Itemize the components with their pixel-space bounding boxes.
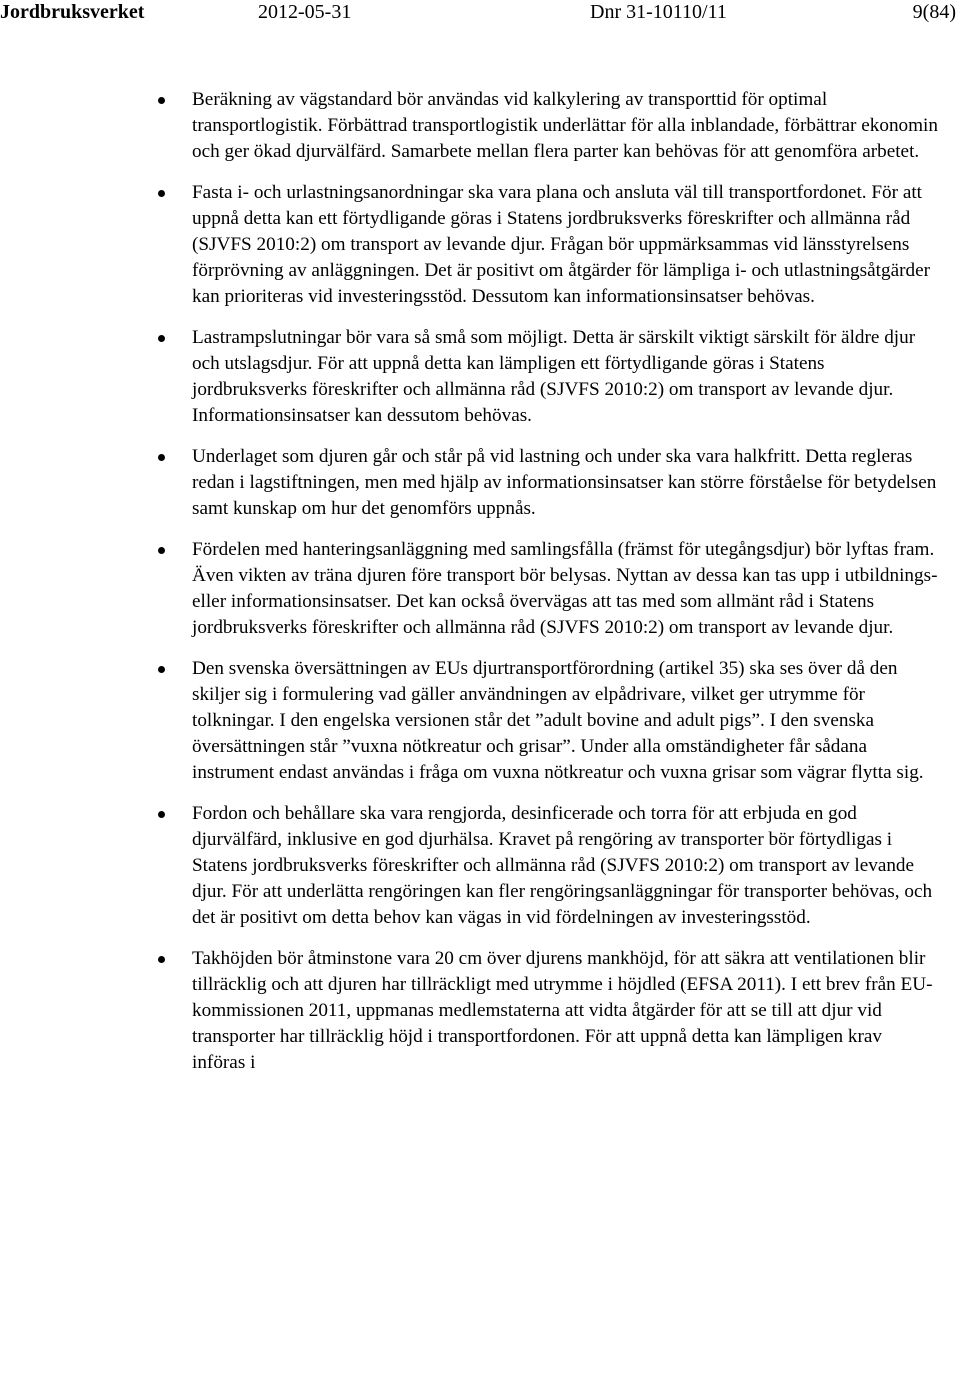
bullet-icon bbox=[158, 190, 165, 197]
header-page-number: 9(84) bbox=[912, 1, 956, 23]
bullet-item bbox=[0, 537, 960, 641]
bullet-text: Takhöjden bör åtminstone vara 20 cm över djurens mankhöjd, för att säkra att ventilationen blir tillräcklig och att djuren har tillräckligt med utrymme i höjdled (EFSA 2011). I ett brev från EU-kommissionen 2011, uppmanas medlemstaterna att vidta åtgärder för att se till att djur vid transporter har tillräcklig höjd i transportfordonen. För att uppnå detta kan lämpligen krav införas i bbox=[192, 948, 933, 1073]
bullet-icon bbox=[158, 956, 165, 963]
header-organization: Jordbruksverket bbox=[0, 1, 145, 23]
bullet-item bbox=[0, 946, 960, 1076]
bullet-item bbox=[0, 180, 960, 310]
bullet-text: Den svenska översättningen av EUs djurtransportförordning (artikel 35) ska ses över då den skiljer sig i formulering vad gäller användningen av elpådrivare, vilket ger utrymme för tolkningar. I den engelska versionen står det ”adult bovine and adult pigs”. I den svenska översättningen står ”vuxna nötkreatur och grisar”. Under alla omständigheter får sådana instrument endast användas i fråga om vuxna nötkreatur och vuxna grisar som vägrar flytta sig. bbox=[192, 658, 924, 783]
bullet-icon bbox=[158, 97, 165, 104]
bullet-item bbox=[0, 87, 960, 165]
bullet-text: Underlaget som djuren går och står på vid lastning och under ska vara halkfritt. Detta regleras redan i lagstiftningen, men med hjälp av informationsinsatser kan större förståelse för betydelsen samt kunskap om hur det genomförs uppnås. bbox=[192, 446, 937, 519]
bullet-text: Fördelen med hanteringsanläggning med samlingsfålla (främst för utegångsdjur) bör lyftas fram. Även vikten av träna djuren före transport bör belysas. Nyttan av dessa kan tas upp i utbildnings- eller informationsinsatser. Det kan också övervägas att tas med som allmänt råd i Statens jordbruksverks föreskrifter och allmänna råd (SJVFS 2010:2) om transport av levande djur. bbox=[192, 539, 938, 638]
bullet-text: Fasta i- och urlastningsanordningar ska vara plana och ansluta väl till transportfordonet. För att uppnå detta kan ett förtydligande göras i Statens jordbruksverks föreskrifter och allmänna råd (SJVFS 2010:2) om transport av levande djur. Frågan bör uppmärksammas vid länsstyrelsens förprövning av anläggningen. Det är positivt om åtgärder för lämpliga i- och utlastningsåtgärder kan prioriteras vid investeringsstöd. Dessutom kan informationsinsatser behövas. bbox=[192, 182, 930, 307]
bullet-item bbox=[0, 325, 960, 429]
bullet-item bbox=[0, 801, 960, 931]
bullet-icon bbox=[158, 454, 165, 461]
header-document-number: Dnr 31-10110/11 bbox=[590, 1, 727, 23]
bullet-text: Beräkning av vägstandard bör användas vid kalkylering av transporttid för optimal transportlogistik. Förbättrad transportlogistik underlättar för alla inblandade, förbättrar ekonomin och ger ökad djurvälfärd. Samarbete mellan flera parter kan behövas för att genomföra arbetet. bbox=[192, 89, 938, 162]
bullet-text: Fordon och behållare ska vara rengjorda, desinficerade och torra för att erbjuda en god djurvälfärd, inklusive en god djurhälsa. Kravet på rengöring av transporter bör förtydligas i Statens jordbruksverks föreskrifter och allmänna råd (SJVFS 2010:2) om transport av levande djur. För att underlätta rengöringen kan fler rengöringsanläggningar för transporter behövas, och det är positivt om detta behov kan vägas in vid fördelningen av investeringsstöd. bbox=[192, 803, 933, 928]
bullet-list bbox=[0, 87, 960, 1076]
bullet-item bbox=[0, 656, 960, 786]
bullet-item bbox=[0, 444, 960, 522]
bullet-icon bbox=[158, 666, 165, 673]
bullet-icon bbox=[158, 547, 165, 554]
document-body bbox=[0, 87, 960, 1091]
bullet-icon bbox=[158, 811, 165, 818]
page-header bbox=[0, 0, 960, 26]
bullet-icon bbox=[158, 335, 165, 342]
bullet-text: Lastrampslutningar bör vara så små som möjligt. Detta är särskilt viktigt särskilt för äldre djur och utslagsdjur. För att uppnå detta kan lämpligen ett förtydligande göras i Statens jordbruksverks föreskrifter och allmänna råd (SJVFS 2010:2) om transport av levande djur. Informationsinsatser kan dessutom behövas. bbox=[192, 327, 916, 426]
header-date: 2012-05-31 bbox=[258, 1, 352, 23]
